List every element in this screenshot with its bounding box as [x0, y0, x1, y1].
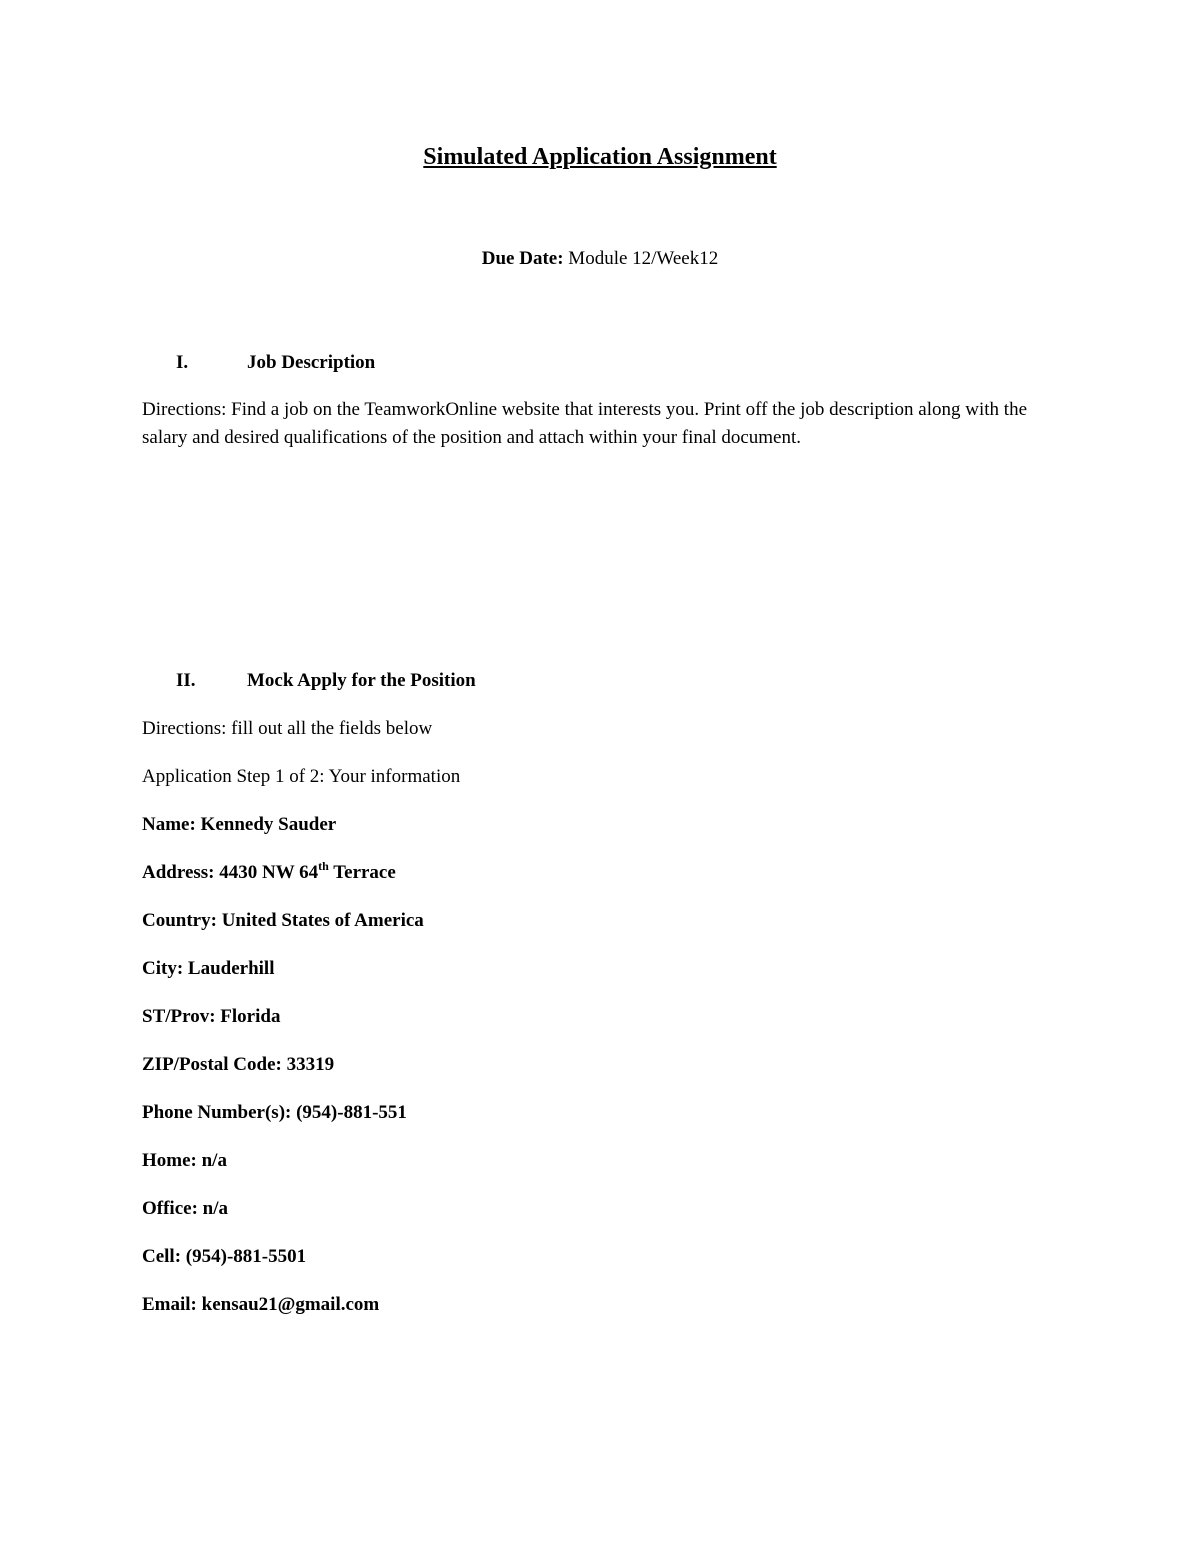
section-1-heading: Job Description [247, 352, 376, 373]
section-1-number: I. [176, 352, 189, 373]
field-cell: Cell: (954)-881-5501 [142, 1246, 307, 1267]
field-email: Email: kensau21@gmail.com [142, 1294, 380, 1315]
field-zip: ZIP/Postal Code: 33319 [142, 1054, 335, 1075]
due-date-line [0, 249, 1200, 268]
field-home: Home: n/a [142, 1150, 227, 1171]
section-2-heading: Mock Apply for the Position [247, 670, 476, 691]
field-country: Country: United States of America [142, 910, 424, 931]
address-street-type: Terrace [328, 862, 396, 883]
application-step: Application Step 1 of 2: Your information [142, 766, 461, 787]
field-office: Office: n/a [142, 1198, 229, 1219]
field-state: ST/Prov: Florida [142, 1006, 281, 1027]
field-address [142, 859, 396, 883]
field-city: City: Lauderhill [142, 958, 275, 979]
due-date-label: Due Date: [481, 248, 564, 269]
document-title: Simulated Application Assignment [423, 144, 777, 170]
section-1-directions: Directions: Find a job on the TeamworkOnline website that interests you. Print off the job description along with the salary and desired qualifications of the position and attach within your final document. [142, 399, 1028, 448]
field-phone: Phone Number(s): (954)-881-551 [142, 1102, 407, 1123]
field-name: Name: Kennedy Sauder [142, 814, 337, 835]
section-2-number: II. [176, 670, 196, 691]
address-ordinal: th [318, 859, 329, 873]
section-2-directions: Directions: fill out all the fields below [142, 718, 433, 739]
due-date-value: Module 12/Week12 [568, 248, 719, 269]
address-main: Address: 4430 NW 64 [142, 862, 319, 883]
